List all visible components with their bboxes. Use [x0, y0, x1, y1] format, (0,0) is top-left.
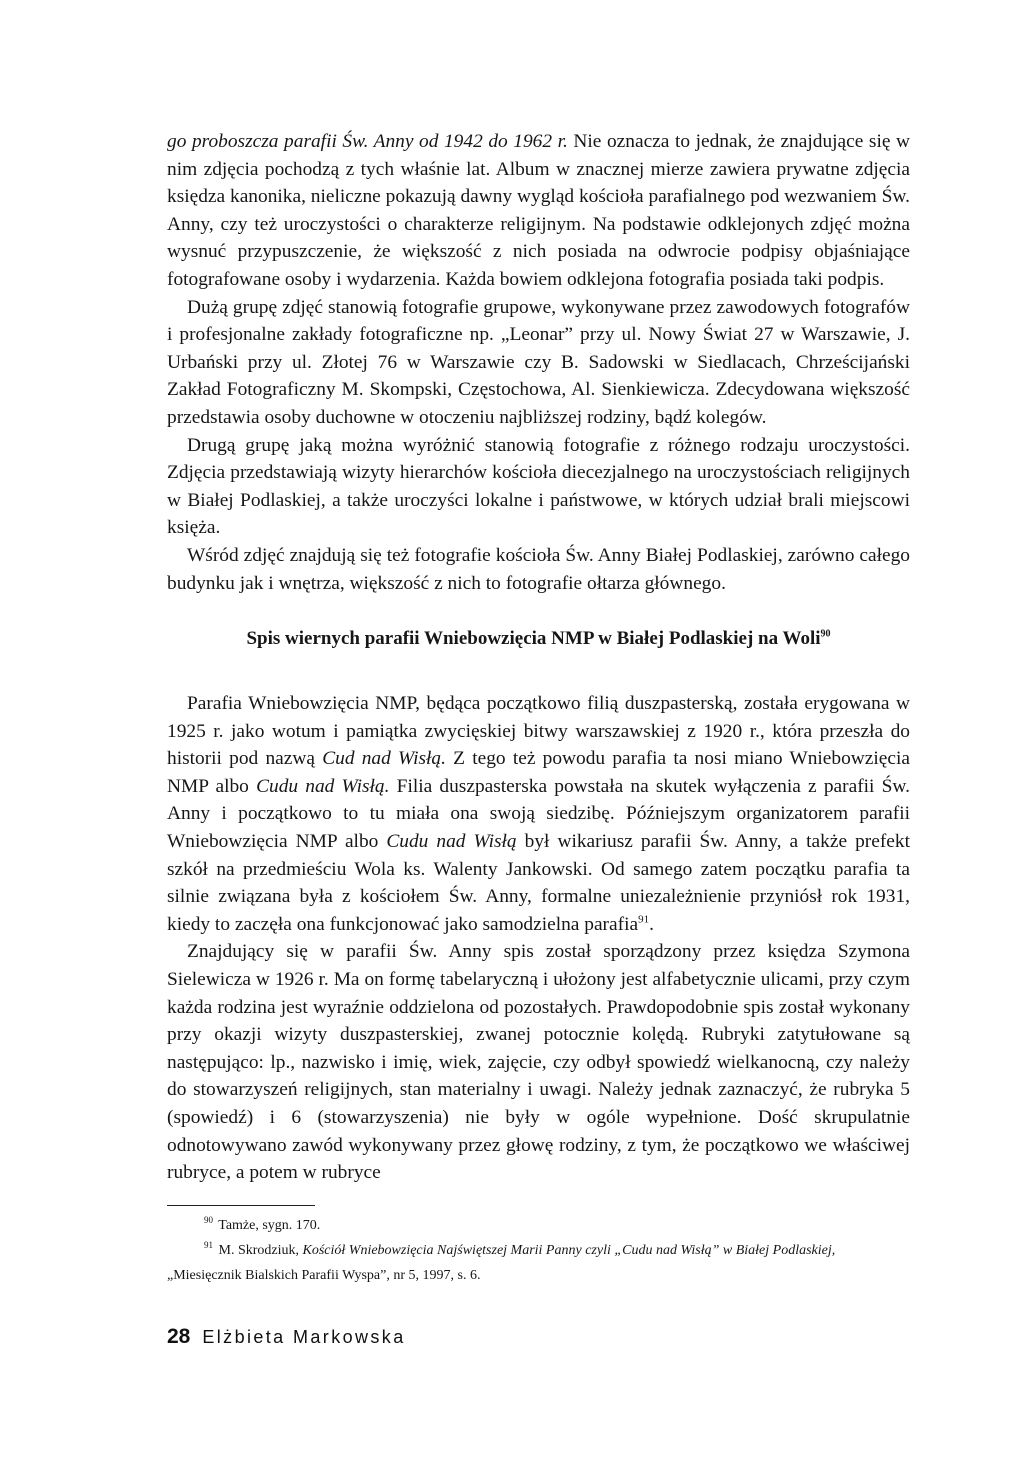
- section-heading-text: Spis wiernych parafii Wniebowzięcia NMP w Białej Podlaskiej na Woli: [246, 628, 821, 650]
- page-footer: [167, 1325, 406, 1349]
- running-author: Elżbieta Markowska: [202, 1327, 406, 1347]
- footnote-91-number: 91: [204, 1240, 213, 1251]
- paragraph-1: [167, 128, 910, 294]
- paragraph-5-text-a: Parafia Wniebowzięcia NMP, będąca początkowo filią duszpasterską, została erygowana w 1925 r. jako wotum i pamiątka zwycięskiej bitwy warszawskiej z 1920 r., która przeszła do historii pod nazwą: [167, 693, 910, 770]
- paragraph-1-italic: go proboszcza parafii Św. Anny od 1942 do 1962 r.: [167, 131, 568, 152]
- footnote-91-text-a: M. Skrodziuk,: [218, 1243, 303, 1258]
- paragraph-5-italic-1: Cud nad Wisłą.: [322, 748, 446, 770]
- section-heading: [167, 625, 910, 653]
- footnote-divider: [167, 1205, 315, 1206]
- footnote-91-italic: Kościół Wniebowzięcia Najświętszej Marii Panny czyli „Cudu nad Wisłą” w Białej Podlaskiej,: [302, 1243, 836, 1258]
- paragraph-5-end: .: [649, 913, 654, 935]
- page-body: [167, 128, 910, 1187]
- footnote-91-continuation: „Miesięcznik Bialskich Parafii Wyspa”, nr 5, 1997, s. 6.: [167, 1268, 481, 1283]
- footnote-ref-91: 91: [638, 913, 650, 926]
- paragraph-5-text-d: był wikariusz parafii Św. Anny, a także prefekt szkół na przedmieściu Wola ks. Walenty Jankowski. Od samego zatem początku parafia ta silnie związana była z kościołem Św. Anny, formalne uniezależnienie przyniósł rok 1931, kiedy to zaczęła ona funkcjonować jako samodzielna parafia: [167, 831, 910, 935]
- paragraph-1-text: Nie oznacza to jednak, że znajdujące się w nim zdjęcia pochodzą z tych właśnie lat. Album w znacznej mierze zawiera prywatne zdjęcia księdza kanonika, nieliczne pokazują dawny wygląd kościoła parafialnego pod wezwaniem Św. Anny, czy też uroczystości o charakterze religijnym. Na podstawie odklejonych zdjęć można wysnuć przypuszczenie, że większość z nich posiada na odwrocie podpisy objaśniające fotografowane osoby i wydarzenia. Każda bowiem odklejona fotografia posiada taki podpis.: [167, 131, 910, 290]
- paragraph-5: [167, 690, 910, 938]
- paragraph-5-italic-2: Cudu nad Wisłą.: [256, 775, 390, 797]
- paragraph-4: Wśród zdjęć znajdują się też fotografie kościoła Św. Anny Białej Podlaskiej, zarówno całego budynku jak i wnętrza, większość z nich to fotografie ołtarza głównego.: [167, 544, 910, 594]
- paragraph-5-text-b: Z tego też powodu parafia ta nosi miano Wniebowzięcia NMP albo: [167, 748, 910, 797]
- footnote-91: [167, 1238, 910, 1263]
- paragraph-2: Dużą grupę zdjęć stanowią fotografie grupowe, wykonywane przez zawodowych fotografów i profesjonalne zakłady fotograficzne np. „Leonar” przy ul. Nowy Świat 27 w Warszawie, J. Urbański przy ul. Złotej 76 w Warszawie czy B. Sadowski w Siedlacach, Chrześcijański Zakład Fotograficzny M. Skompski, Częstochowa, Al. Sienkiewicza. Zdecydowana większość przedstawia osoby duchowne w otoczeniu najbliższej rodziny, bądź kolegów.: [167, 296, 910, 428]
- page-number: 28: [167, 1325, 191, 1348]
- footnotes: [167, 1213, 910, 1288]
- paragraph-3: Drugą grupę jaką można wyróżnić stanowią fotografie z różnego rodzaju uroczystości. Zdjęcia przedstawiają wizyty hierarchów kościoła diecezjalnego na uroczystościach religijnych w Białej Podlaskiej, a także uroczyści lokalne i państwowe, w których udział brali miejscowi księża.: [167, 434, 910, 539]
- paragraph-5-text-c: Filia duszpasterska powstała na skutek wyłączenia z parafii Św. Anny i początkowo to tu miała ona swoją siedzibę. Późniejszym organizatorem parafii Wniebowzięcia NMP albo: [167, 775, 910, 853]
- footnote-ref-90: 90: [820, 628, 831, 640]
- footnote-90: [167, 1213, 910, 1238]
- footnote-90-number: 90: [204, 1215, 213, 1226]
- paragraph-6: Znajdujący się w parafii Św. Anny spis został sporządzony przez księdza Szymona Sielewicza w 1926 r. Ma on formę tabelaryczną i ułożony jest alfabetycznie ulicami, przy czym każda rodzina jest wyraźnie oddzielona od pozostałych. Prawdopodobnie spis został wykonany przy okazji wizyty duszpasterskiej, zwanej potocznie kolędą. Rubryki zatytułowane są następująco: lp., nazwisko i imię, wiek, zajęcie, czy odbył spowiedź wielkanocną, czy należy do stowarzyszeń religijnych, stan materialny i uwagi. Należy jednak zaznaczyć, że rubryka 5 (spowiedź) i 6 (stowarzyszenia) nie były w ogóle wypełnione. Dość skrupulatnie odnotowywano zawód wykonywany przez głowę rodziny, z tym, że początkowo we właściwej rubryce, a potem w rubryce: [167, 941, 910, 1184]
- paragraph-5-italic-3: Cudu nad Wisłą: [386, 831, 517, 853]
- footnote-90-text: Tamże, sygn. 170.: [218, 1218, 321, 1233]
